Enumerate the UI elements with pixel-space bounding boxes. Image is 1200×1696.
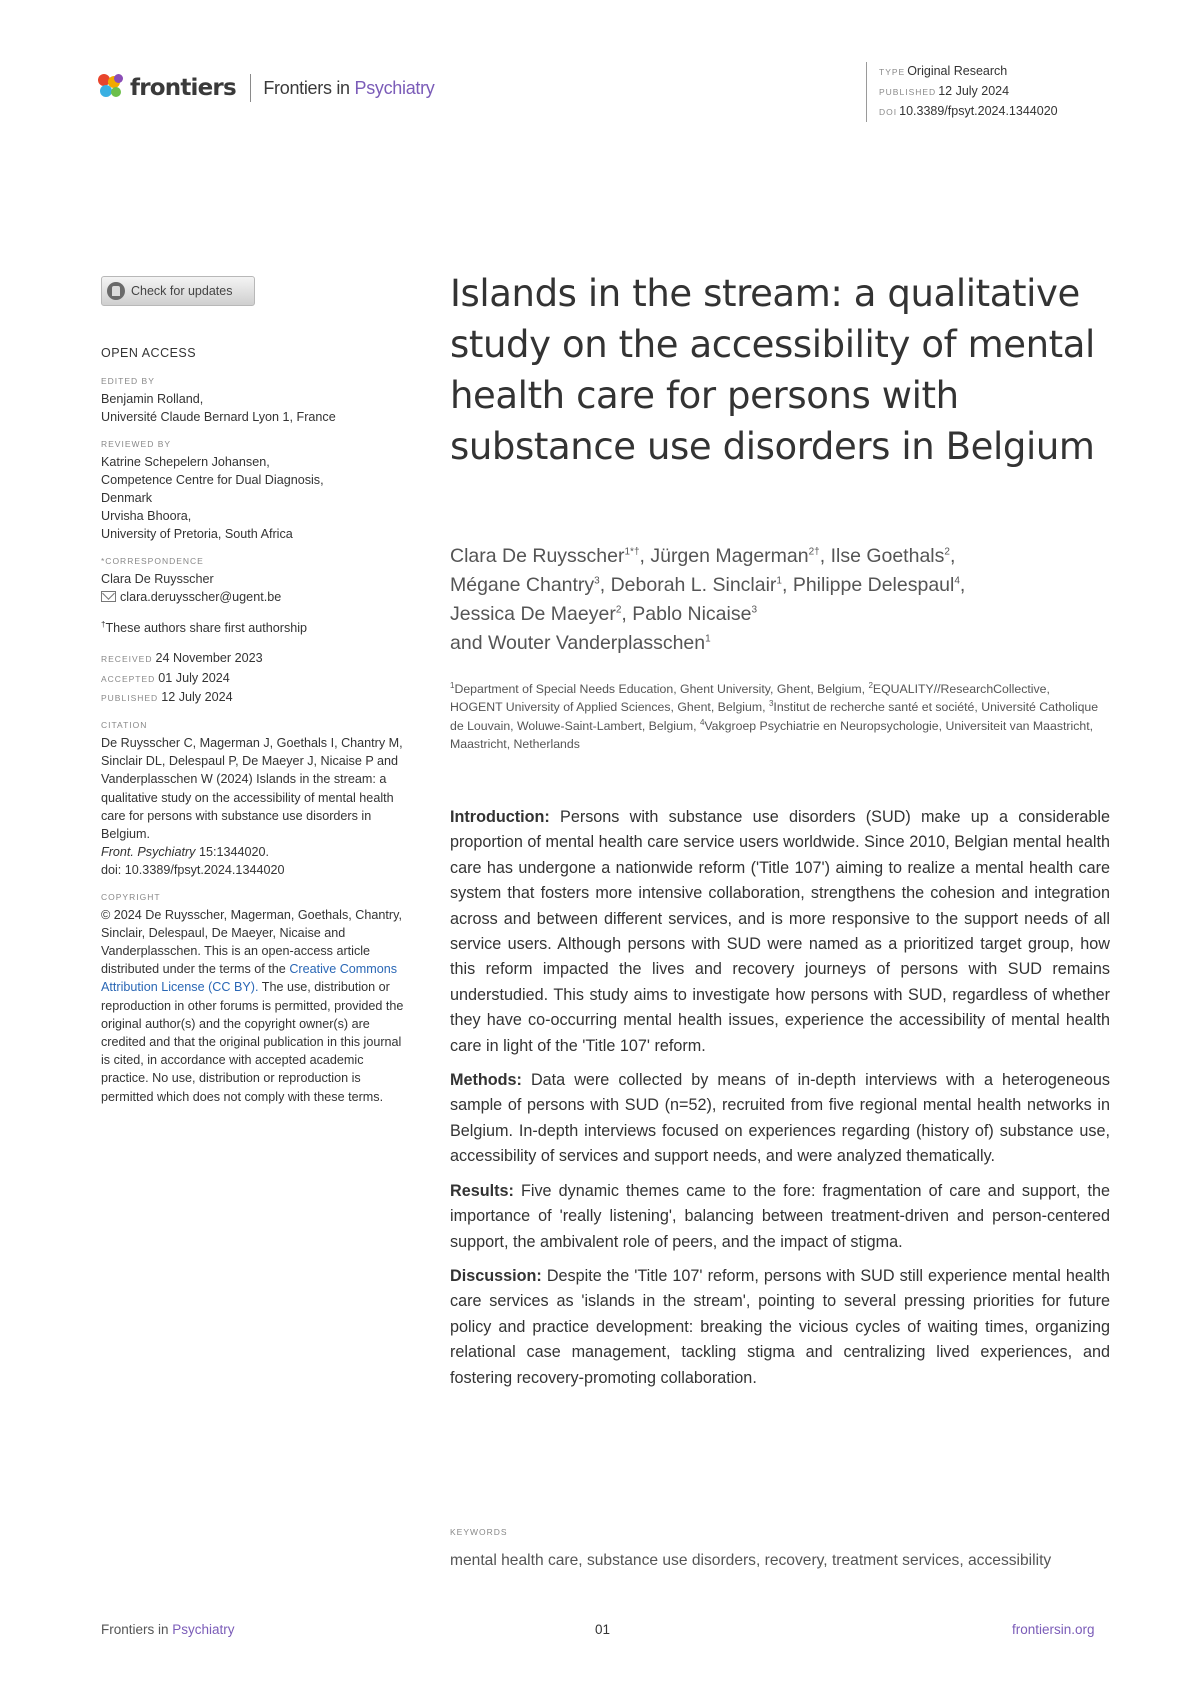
author[interactable] (793, 574, 966, 596)
footer-journal-prefix: Frontiers in (101, 1622, 173, 1637)
edited-by-line: Benjamin Rolland, (101, 392, 204, 407)
copyright-label: COPYRIGHT (101, 891, 161, 902)
author-separator: , (621, 603, 633, 625)
abstract-text: Five dynamic themes came to the fore: fragmentation of care and support, the importance of 'really listening', balancing between treatment-driven and person-centered support, the ambivalent role of peers, and the impact of stigma. (450, 1181, 1110, 1251)
journal-name[interactable] (263, 78, 434, 99)
author-separator: , (639, 545, 651, 567)
edited-by-block (101, 374, 406, 426)
published-date: 12 July 2024 (161, 690, 233, 705)
footer-site-link[interactable]: frontiersin.org (1012, 1622, 1095, 1637)
author-name: Clara De Ruysscher (450, 545, 625, 567)
footer-journal[interactable] (101, 1622, 235, 1637)
abstract (450, 805, 1110, 1400)
journal-name-accent: Psychiatry (354, 77, 435, 98)
check-for-updates-button[interactable] (101, 276, 255, 306)
author[interactable] (450, 545, 650, 567)
received-date: 24 November 2023 (155, 651, 263, 666)
author-affiliation-mark: 2 (615, 604, 622, 616)
header-brand[interactable] (98, 72, 435, 104)
article-meta (866, 62, 1058, 122)
brand-divider (250, 74, 252, 102)
meta-published-row (879, 82, 1058, 102)
citation-volume: 15:1344020. (195, 845, 270, 860)
author[interactable] (611, 574, 793, 596)
copyright-post: The use, distribution or reproduction in other forums is permitted, provided the original author(s) and the copyright owner(s) are credited and that the original publication in this journal is cited, in accordance with accepted academic practice. No use, distribution or reproduction is permitted which does not comply with these terms. (101, 980, 404, 1104)
author[interactable] (831, 545, 956, 567)
author-affiliation-mark: 2 (944, 546, 950, 558)
received-row (101, 649, 406, 669)
citation-body: De Ruysscher C, Magerman J, Goethals I, Chantry M, Sinclair DL, Delespaul P, De Maeyer J, Nicaise P and Vanderplasschen W (2024) Islands in the stream: a qualitative study on the accessibility of mental health care for persons with substance use disorders in Belgium. (101, 735, 403, 841)
accepted-label: ACCEPTED (101, 673, 156, 684)
author-affiliation-mark: 1 (705, 633, 711, 645)
abstract-heading: Methods: (450, 1071, 522, 1090)
author-affiliation-mark: 1 (776, 575, 782, 587)
bookmark-icon (107, 282, 125, 300)
meta-doi-value[interactable]: 10.3389/fpsyt.2024.1344020 (899, 104, 1058, 118)
author-affiliation-mark: 3 (594, 575, 600, 587)
mail-icon (101, 591, 116, 602)
abstract-paragraph (450, 1068, 1110, 1170)
affiliations (450, 680, 1102, 754)
citation-journal: Front. Psychiatry (101, 845, 196, 860)
author-name: and Wouter Vanderplasschen (450, 632, 706, 654)
author-name: Jessica De Maeyer (450, 603, 616, 625)
author[interactable] (450, 603, 632, 625)
reviewed-by-line: University of Pretoria, South Africa (101, 527, 293, 542)
author-footnote (101, 616, 406, 637)
cc-license-link[interactable]: Creative Commons Attribution License (CC BY). (101, 962, 398, 995)
accepted-date: 01 July 2024 (158, 670, 230, 685)
correspondence-email-row[interactable] (101, 588, 406, 606)
citation-label: CITATION (101, 719, 148, 730)
edited-by-label: EDITED BY (101, 376, 155, 387)
author-name: Mégane Chantry (450, 574, 595, 596)
meta-doi-row[interactable] (879, 102, 1058, 122)
meta-type-row (879, 62, 1058, 82)
author-name: Deborah L. Sinclair (610, 574, 777, 596)
copyright-block (101, 890, 406, 1106)
abstract-heading: Results: (450, 1181, 514, 1200)
author[interactable] (650, 545, 830, 567)
reviewed-by-block (101, 437, 406, 544)
copyright-text (101, 906, 406, 1106)
author-separator: , (949, 545, 956, 567)
citation-block (101, 718, 406, 880)
reviewed-by-line: Competence Centre for Dual Diagnosis, (101, 472, 324, 487)
author-separator: , (599, 574, 611, 596)
meta-doi-label: DOI (879, 107, 898, 117)
abstract-text: Data were collected by means of in-depth interviews with a heterogeneous sample of persons with SUD (n=52), recruited from five regional mental health networks in Belgium. In-depth interviews focused on experiences regarding (history of) substance use, accessibility of services and support needs, and were analyzed thematically. (450, 1071, 1110, 1166)
abstract-paragraph (450, 1264, 1110, 1391)
check-for-updates-label: Check for updates (131, 284, 233, 298)
received-label: RECEIVED (101, 654, 153, 665)
footer-journal-accent: Psychiatry (172, 1622, 235, 1637)
reviewed-by-line: Urvisha Bhoora, (101, 509, 192, 524)
logo-wordmark: frontiers (130, 75, 236, 101)
author-name: Pablo Nicaise (632, 603, 752, 625)
abstract-heading: Introduction: (450, 808, 550, 826)
footnote-text: These authors share first authorship (105, 621, 308, 636)
author-affiliation-mark: 2† (808, 546, 820, 558)
abstract-paragraph (450, 805, 1110, 1059)
copyright-pre: © 2024 De Ruysscher, Magerman, Goethals, Chantry, Sinclair, Delespaul, De Maeyer, Nicaise and Vanderplasschen. This is an open-access article distributed under the terms of the (101, 907, 402, 977)
author-separator: , (781, 574, 793, 596)
author-list (450, 542, 1130, 658)
correspondence-email[interactable]: clara.deruysscher@ugent.be (120, 589, 282, 604)
author-name: Jürgen Magerman (650, 545, 809, 567)
article-title: Islands in the stream: a qualitative study on the accessibility of mental health care for persons with substance use disorders in Belgium (450, 272, 1095, 468)
page-number: 01 (595, 1622, 611, 1637)
affiliation-text: Department of Special Needs Education, Ghent University, Ghent, Belgium, (454, 682, 869, 696)
affiliation-mark: 1 (450, 680, 455, 690)
meta-published-label: PUBLISHED (879, 87, 937, 97)
meta-published-value: 12 July 2024 (938, 84, 1010, 98)
reviewed-by-label: REVIEWED BY (101, 438, 172, 449)
meta-type-label: TYPE (879, 67, 906, 77)
affiliation-text: Institut de recherche santé et société, Université Catholique de Louvain, Woluwe-Saint-Lambert, Belgium, (450, 700, 1099, 733)
abstract-heading: Discussion: (450, 1266, 542, 1285)
author[interactable] (632, 603, 757, 625)
abstract-text: Despite the 'Title 107' reform, persons with SUD still experience mental health care services as 'islands in the stream', pointing to several pressing priorities for future policy and practice development: breaking the vicious cycles of waiting times, organizing relational case management, tackling stigma and centralizing lived experiences, and fostering recovery-promoting collaboration. (450, 1266, 1110, 1387)
author-separator: , (819, 545, 831, 567)
author[interactable] (450, 632, 711, 654)
author-separator: , (959, 574, 966, 596)
author-name: Ilse Goethals (830, 545, 945, 567)
citation-text (101, 734, 406, 880)
open-access-label: OPEN ACCESS (101, 346, 197, 360)
author-affiliation-mark: 3 (751, 604, 758, 616)
accepted-row (101, 669, 406, 689)
sidebar (101, 344, 406, 1116)
citation-doi[interactable]: doi: 10.3389/fpsyt.2024.1344020 (101, 863, 285, 878)
keywords-label: KEYWORDS (450, 1527, 508, 1537)
journal-name-prefix: Frontiers in (263, 77, 355, 98)
author-name: Philippe Delespaul (792, 574, 955, 596)
author[interactable] (450, 574, 611, 596)
author-affiliation-mark: 1*† (624, 546, 640, 558)
frontiers-logo-icon (98, 74, 126, 102)
keywords: mental health care, substance use disorders, recovery, treatment services, accessibility (450, 1552, 1052, 1569)
abstract-text: Persons with substance use disorders (SUD) make up a considerable proportion of mental health care service users worldwide. Since 2010, Belgian mental health care has undergone a nationwide reform ('Title 107') aiming to realize a mental health care system that fosters more intensive collaboration, strengthens the cohesion and integration across and between different services, and is more responsive to the support needs of all service users. Although persons with SUD were named as a prioritized target group, how this reform impacted the lives and recovery journeys of persons with SUD remains understudied. This study aims to investigate how persons with SUD, regardless of whether they have co-occurring mental health issues, experience the accessibility of mental health care in light of the 'Title 107' reform. (450, 808, 1110, 1055)
affiliation-text: EQUALITY//ResearchCollective, HOGENT University of Applied Sciences, Ghent, Belgium, (450, 682, 1050, 715)
affiliation-mark: 2 (868, 680, 873, 690)
correspondence-block (101, 554, 406, 606)
correspondence-name: Clara De Ruysscher (101, 571, 214, 586)
published-label: PUBLISHED (101, 693, 159, 704)
footnote-mark: † (101, 620, 106, 630)
abstract-paragraph (450, 1179, 1110, 1255)
affiliation-mark: 4 (699, 717, 705, 727)
correspondence-label: *CORRESPONDENCE (101, 555, 204, 566)
affiliation-text: Vakgroep Psychiatrie en Neuropsychologie, Universiteit van Maastricht, Maastricht, Netherlands (450, 718, 1094, 752)
meta-type-value: Original Research (907, 64, 1008, 78)
reviewed-by-line: Denmark (101, 491, 153, 506)
dates-block (101, 649, 406, 708)
author-affiliation-mark: 4 (954, 575, 960, 587)
published-row (101, 688, 406, 708)
affiliation-mark: 3 (768, 699, 774, 709)
reviewed-by-line: Katrine Schepelern Johansen, (101, 454, 270, 469)
edited-by-line: Université Claude Bernard Lyon 1, France (101, 410, 336, 425)
